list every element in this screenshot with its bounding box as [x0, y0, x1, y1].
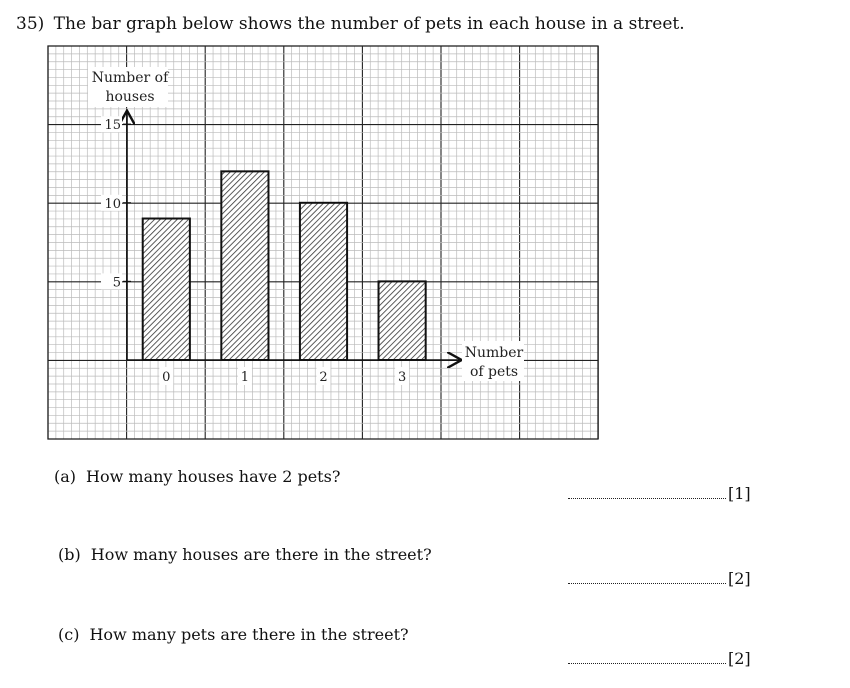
subquestion-b	[58, 545, 432, 564]
y-axis-label-line: houses	[105, 89, 155, 105]
y-tick-label-5: 5	[112, 275, 121, 291]
subquestion-b-letter: (b)	[58, 545, 81, 564]
y-tick-label-10: 10	[104, 196, 121, 212]
question-text: The bar graph below shows the number of pets in each house in a street.	[53, 14, 685, 34]
x-tick-label-2: 2	[319, 370, 328, 385]
subquestion-a-text: How many houses have 2 pets?	[86, 467, 341, 486]
y-axis-label-line: Number of	[91, 70, 169, 86]
x-axis-label-line: Number	[464, 345, 524, 361]
answer-b-marks: [2]	[728, 569, 751, 588]
subquestion-a-letter: (a)	[54, 467, 77, 486]
question-number: 35)	[16, 14, 45, 34]
subquestion-c	[58, 625, 409, 644]
answer-a-marks: [1]	[728, 484, 751, 503]
subquestion-c-letter: (c)	[58, 625, 80, 644]
subquestion-a	[54, 467, 340, 486]
bar-0	[143, 219, 190, 360]
answer-line-c[interactable]	[568, 649, 751, 668]
bar-2	[300, 203, 347, 360]
x-axis-label-line: of pets	[469, 364, 519, 380]
answer-b-dots[interactable]	[568, 571, 726, 584]
answer-a-dots[interactable]	[568, 486, 726, 499]
subquestion-c-text: How many pets are there in the street?	[89, 625, 409, 644]
answer-line-b[interactable]	[568, 569, 751, 588]
answer-line-a[interactable]	[568, 484, 751, 503]
answer-c-marks: [2]	[728, 649, 751, 668]
bar-1	[221, 171, 268, 360]
x-tick-label-0: 0	[162, 370, 171, 385]
answer-c-dots[interactable]	[568, 651, 726, 664]
subquestion-b-text: How many houses are there in the street?	[90, 545, 432, 564]
x-tick-label-3: 3	[397, 370, 407, 385]
bar-3	[379, 281, 426, 360]
y-tick-label-15: 15	[104, 118, 121, 134]
x-tick-label-1: 1	[240, 370, 250, 385]
